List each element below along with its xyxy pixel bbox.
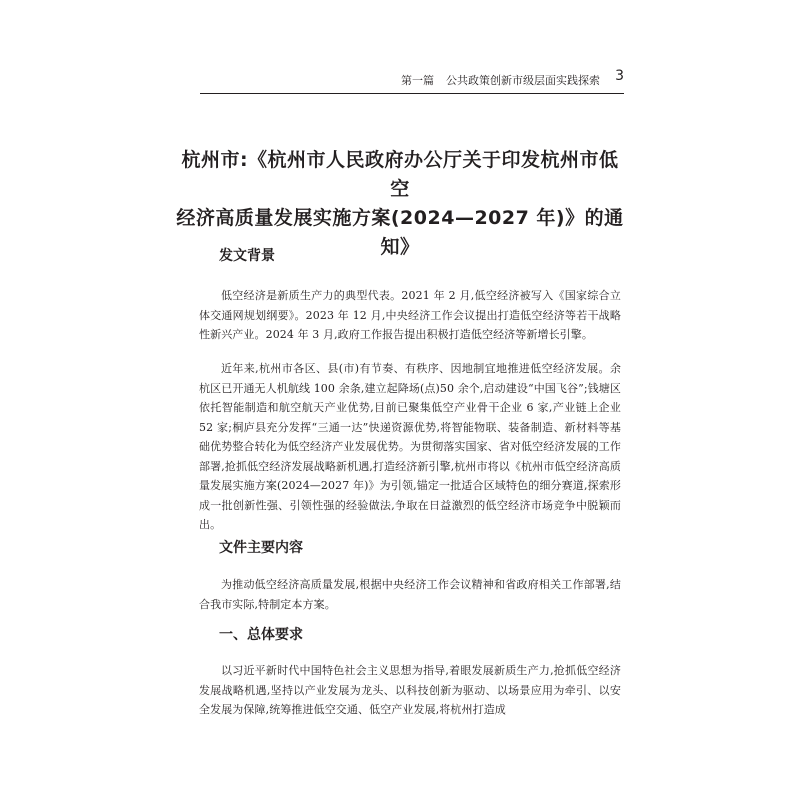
header-rule: [200, 93, 624, 94]
header-part: 第一篇: [401, 74, 434, 87]
content-paragraph-1: 为推动低空经济高质量发展,根据中央经济工作会议精神和省政府相关工作部署,结合我市实际,特制定本方案。: [199, 578, 621, 611]
requirements-paragraph-1: 以习近平新时代中国特色社会主义思想为指导,着眼发展新质生产力,抢抓低空经济发展战略机遇,坚持以产业发展为龙头、以科技创新为驱动、以场景应用为牵引、以安全发展为保障,统筹推进低空交通、低空产业发展,将杭州打造成: [199, 664, 621, 716]
header-section: 公共政策创新市级层面实践探索: [446, 74, 600, 87]
page-number: 3: [615, 68, 624, 84]
running-header: [200, 72, 624, 88]
document-title-line1: 杭州市:《杭州市人民政府办公厅关于印发杭州市低空: [181, 149, 619, 200]
background-paragraph-2: 近年来,杭州市各区、县(市)有节奏、有秩序、因地制宜地推进低空经济发展。余杭区已开通无人机航线 100 余条,建立起降场(点)50 余个,启动建设“中国飞谷”;钱塘区依托智能制造和航空航天产业优势,目前已聚集低空产业骨干企业 6 家,产业链上企业 52 家;桐庐县充分发挥“三通一达”快递资源优势,将智能物联、装备制造、新材料等基础优势整合转化为低空经济产业发展优势。为贯彻落实国家、省对低空经济发展的工作部署,抢抓低空经济发展战略新机遇,打造经济新引擎,杭州市将以《杭州市低空经济高质量发展实施方案(2024—2027 年)》为引领,锚定一批适合区域特色的细分赛道,探索形成一批创新性强、引领性强的经验做法,争取在日益激烈的低空经济市场竞争中脱颖而出。: [199, 362, 621, 531]
document-title: [176, 146, 624, 262]
content-heading: 文件主要内容: [219, 540, 303, 556]
background-paragraph-1: 低空经济是新质生产力的典型代表。2021 年 2 月,低空经济被写入《国家综合立体交通网规划纲要》。2023 年 12 月,中央经济工作会议提出打造低空经济等若干战略性新兴产业。2024 年 3 月,政府工作报告提出积极打造低空经济等新增长引擎。: [199, 289, 621, 341]
background-heading: 发文背景: [219, 248, 275, 264]
requirements-heading: 一、总体要求: [219, 627, 303, 643]
document-title-line2: 经济高质量发展实施方案(2024—2027 年)》的通知》: [176, 207, 624, 258]
